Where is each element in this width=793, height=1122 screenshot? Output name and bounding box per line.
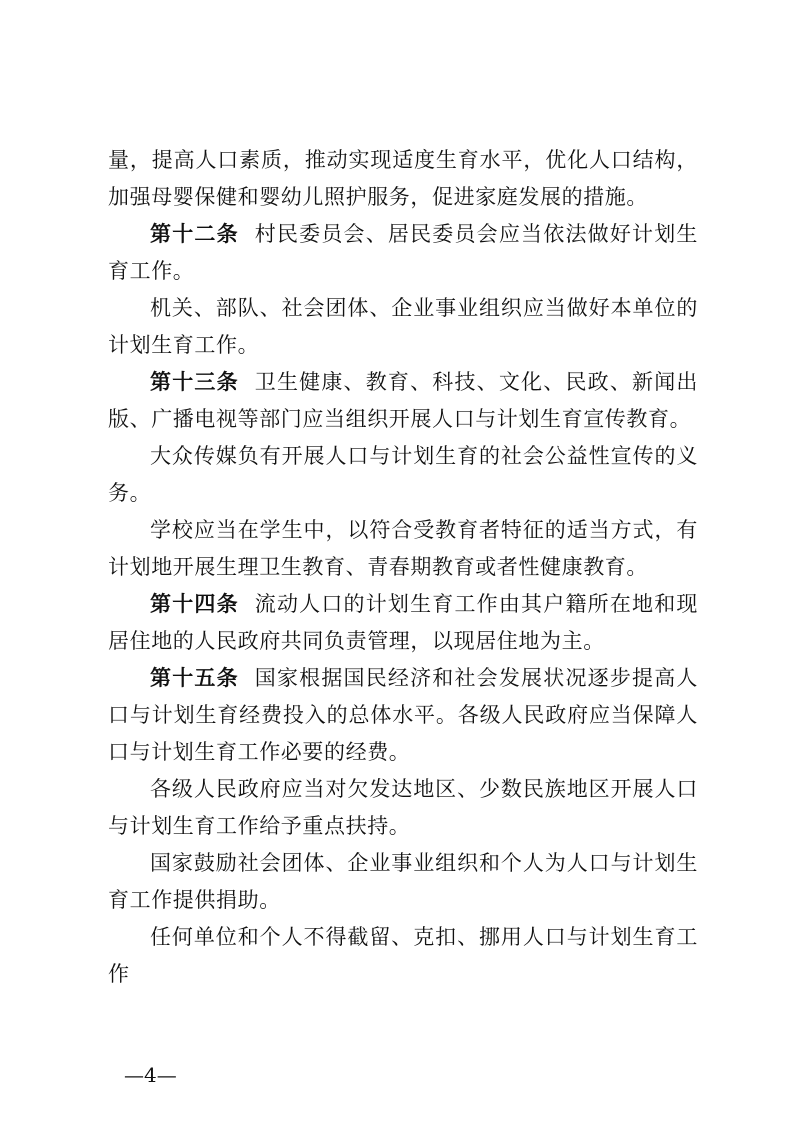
article-paragraph [108, 660, 698, 771]
page-number: —4— [124, 1063, 177, 1087]
body-paragraph [108, 771, 698, 845]
paragraph-text: 机关、部队、社会团体、企业事业组织应当做好本单位的计划生育工作。 [108, 296, 698, 357]
paragraph-text: 卫生健康、教育、科技、文化、民政、新闻出版、广播电视等部门应当组织开展人口与计划生育宣传教育。 [108, 370, 698, 431]
paragraph-text: 任何单位和个人不得截留、克扣、挪用人口与计划生育工作 [108, 925, 698, 986]
paragraph-text: 大众传媒负有开展人口与计划生育的社会公益性宣传的义务。 [108, 444, 698, 505]
article-number: 第十五条 [150, 666, 239, 690]
paragraph-text: 流动人口的计划生育工作由其户籍所在地和现居住地的人民政府共同负责管理，以现居住地为主。 [108, 592, 698, 653]
article-number: 第十四条 [150, 592, 239, 616]
article-paragraph [108, 586, 698, 660]
body-paragraph [108, 845, 698, 919]
article-paragraph [108, 364, 698, 438]
body-paragraph [108, 142, 698, 216]
body-paragraph [108, 290, 698, 364]
paragraph-text: 国家鼓励社会团体、企业事业组织和个人为人口与计划生育工作提供捐助。 [108, 851, 698, 912]
paragraph-text: 量，提高人口素质，推动实现适度生育水平，优化人口结构，加强母婴保健和婴幼儿照护服务，促进家庭发展的措施。 [108, 148, 698, 209]
paragraph-text: 国家根据国民经济和社会发展状况逐步提高人口与计划生育经费投入的总体水平。各级人民政府应当保障人口与计划生育工作必要的经费。 [108, 666, 698, 764]
body-paragraph [108, 919, 698, 993]
article-number: 第十三条 [150, 370, 239, 394]
paragraph-text: 各级人民政府应当对欠发达地区、少数民族地区开展人口与计划生育工作给予重点扶持。 [108, 777, 698, 838]
document-body [108, 142, 698, 993]
article-paragraph [108, 216, 698, 290]
body-paragraph [108, 438, 698, 512]
paragraph-text: 学校应当在学生中，以符合受教育者特征的适当方式，有计划地开展生理卫生教育、青春期教育或者性健康教育。 [108, 518, 698, 579]
paragraph-text: 村民委员会、居民委员会应当依法做好计划生育工作。 [108, 222, 698, 283]
article-number: 第十二条 [150, 222, 239, 246]
body-paragraph [108, 512, 698, 586]
